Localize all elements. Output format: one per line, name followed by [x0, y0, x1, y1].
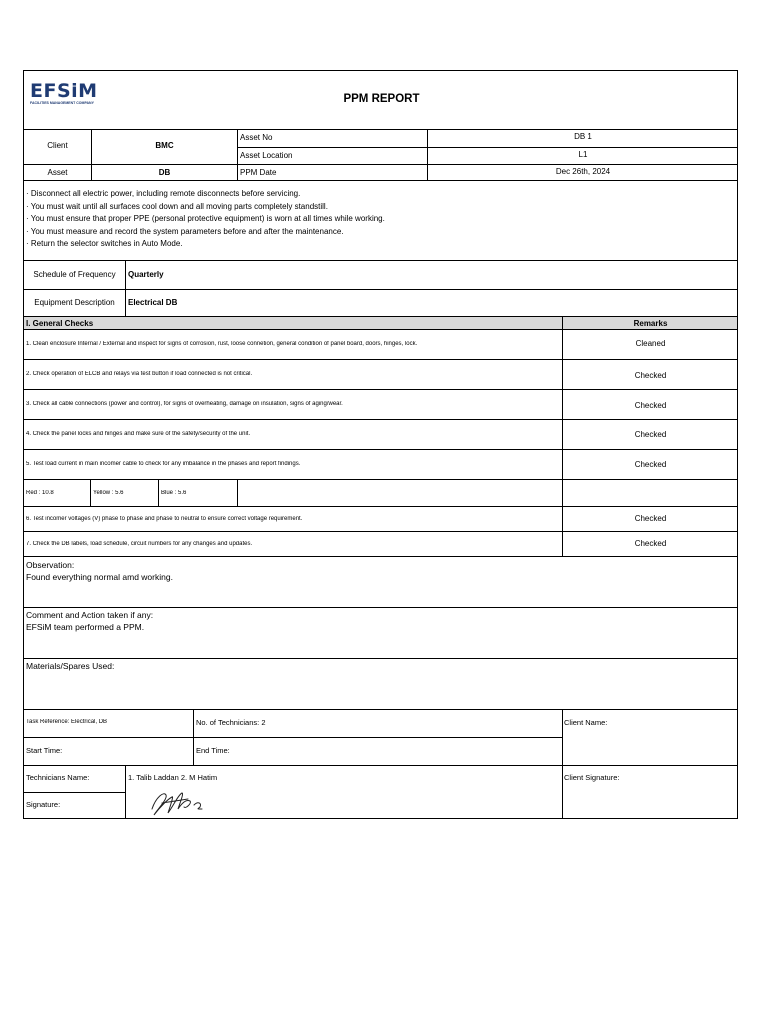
checks-title: I. General Checks — [26, 319, 94, 328]
check-text: 4. Check the panel locks and hinges and make sure of the safety/security of the unit. — [26, 431, 251, 437]
equipment-row — [23, 289, 738, 317]
check-row — [23, 449, 738, 480]
phase-readings-row — [23, 479, 738, 507]
signature-label: Signature: — [26, 800, 61, 809]
schedule-row — [23, 260, 738, 290]
phase-red: Red : 10.8 — [26, 490, 54, 496]
client-signature-label: Client Signature: — [564, 773, 620, 782]
asset-label: Asset — [47, 168, 68, 177]
equipment-label: Equipment Description — [34, 298, 115, 307]
end-time-label: End Time: — [196, 746, 230, 755]
schedule-label: Schedule of Frequency — [33, 270, 116, 279]
check-remark: Cleaned — [635, 339, 666, 348]
task-reference: Task Reference: Electrical, DB — [26, 719, 108, 725]
footer-grid — [23, 709, 738, 819]
check-row — [23, 359, 738, 390]
check-row — [23, 329, 738, 360]
safety-note: · Return the selector switches in Auto Mode. — [26, 239, 183, 248]
check-row — [23, 531, 738, 557]
technicians-name-label: Technicians Name: — [26, 773, 90, 782]
comment-value: EFSiM team performed a PPM. — [26, 622, 145, 632]
check-text: 3. Check all cable connections (power and control), for signs of overheating, damage on insulation, signs of aging/wear. — [26, 401, 343, 407]
observation-label: Observation: — [26, 560, 75, 570]
check-remark: Checked — [634, 514, 667, 523]
info-table — [23, 129, 738, 181]
materials-section — [23, 658, 738, 710]
client-value: BMC — [155, 141, 174, 150]
check-remark: Checked — [634, 460, 667, 469]
page-title: PPM REPORT — [343, 93, 420, 105]
asset-location-value: L1 — [578, 150, 588, 159]
start-time-label: Start Time: — [26, 746, 63, 755]
check-remark: Checked — [634, 430, 667, 439]
asset-no-value: DB 1 — [574, 132, 592, 141]
observation-section — [23, 556, 738, 608]
safety-note: · You must measure and record the system parameters before and after the maintenance. — [26, 226, 344, 236]
check-remark: Checked — [634, 539, 667, 548]
client-label: Client — [47, 141, 68, 150]
safety-note: · Disconnect all electric power, including remote disconnects before servicing. — [26, 189, 301, 198]
observation-value: Found everything normal amd working. — [26, 572, 173, 582]
check-text: 1. Clean enclosure Internal / External and inspect for signs of corrosion, rust, loose connetion, general condition of panel board, doors, hinges, lock. — [26, 341, 418, 347]
asset-no-label: Asset No — [240, 133, 273, 142]
technician-signature — [146, 785, 210, 819]
logo-subtext: FACILITIES MANAGEMENT COMPANY — [30, 101, 94, 105]
check-row — [23, 419, 738, 450]
ppm-date-label: PPM Date — [240, 168, 277, 177]
technicians-name-value: 1. Talib Laddan 2. M Hatim — [128, 773, 218, 782]
comment-section — [23, 607, 738, 659]
check-text: 2. Check operation of ELCB and relays via test button if load connected is not critical. — [26, 371, 253, 377]
no-of-technicians: No. of Technicians: 2 — [196, 718, 266, 727]
check-remark: Checked — [634, 371, 667, 380]
ppm-date-value: Dec 26th, 2024 — [555, 167, 611, 176]
client-name-label: Client Name: — [564, 718, 608, 727]
check-row — [23, 389, 738, 420]
safety-note: · You must wait until all surfaces cool down and all moving parts completely standstill. — [26, 201, 328, 211]
materials-label: Materials/Spares Used: — [26, 661, 115, 671]
remarks-header: Remarks — [633, 319, 668, 328]
logo-text: EFSiM — [30, 80, 98, 102]
safety-note: · You must ensure that proper PPE (personal protective equipment) is worn at all times while working. — [26, 214, 385, 223]
check-text: 7. Check the DB labels, load schedule, circuit numbers for any changes and updates. — [26, 541, 253, 547]
check-text: 5. Test load current in main incomer cable to check for any imbalance in the phases and report findings. — [26, 461, 301, 467]
check-row — [23, 506, 738, 532]
check-remark: Checked — [634, 401, 667, 410]
schedule-value: Quarterly — [128, 270, 164, 279]
checks-header — [23, 316, 738, 330]
phase-blue: Blue : 5.6 — [161, 490, 187, 496]
asset-value: DB — [158, 168, 171, 177]
report-header — [23, 70, 738, 130]
safety-notes — [23, 180, 738, 261]
check-text: 6. Test incomer voltages (V) phase to phase and phase to neutral to ensure correct voltage requirement. — [26, 516, 303, 522]
comment-label: Comment and Action taken if any: — [26, 610, 154, 620]
asset-location-label: Asset Location — [240, 151, 293, 160]
equipment-value: Electrical DB — [128, 298, 178, 307]
phase-yellow: Yellow : 5.6 — [93, 490, 124, 496]
